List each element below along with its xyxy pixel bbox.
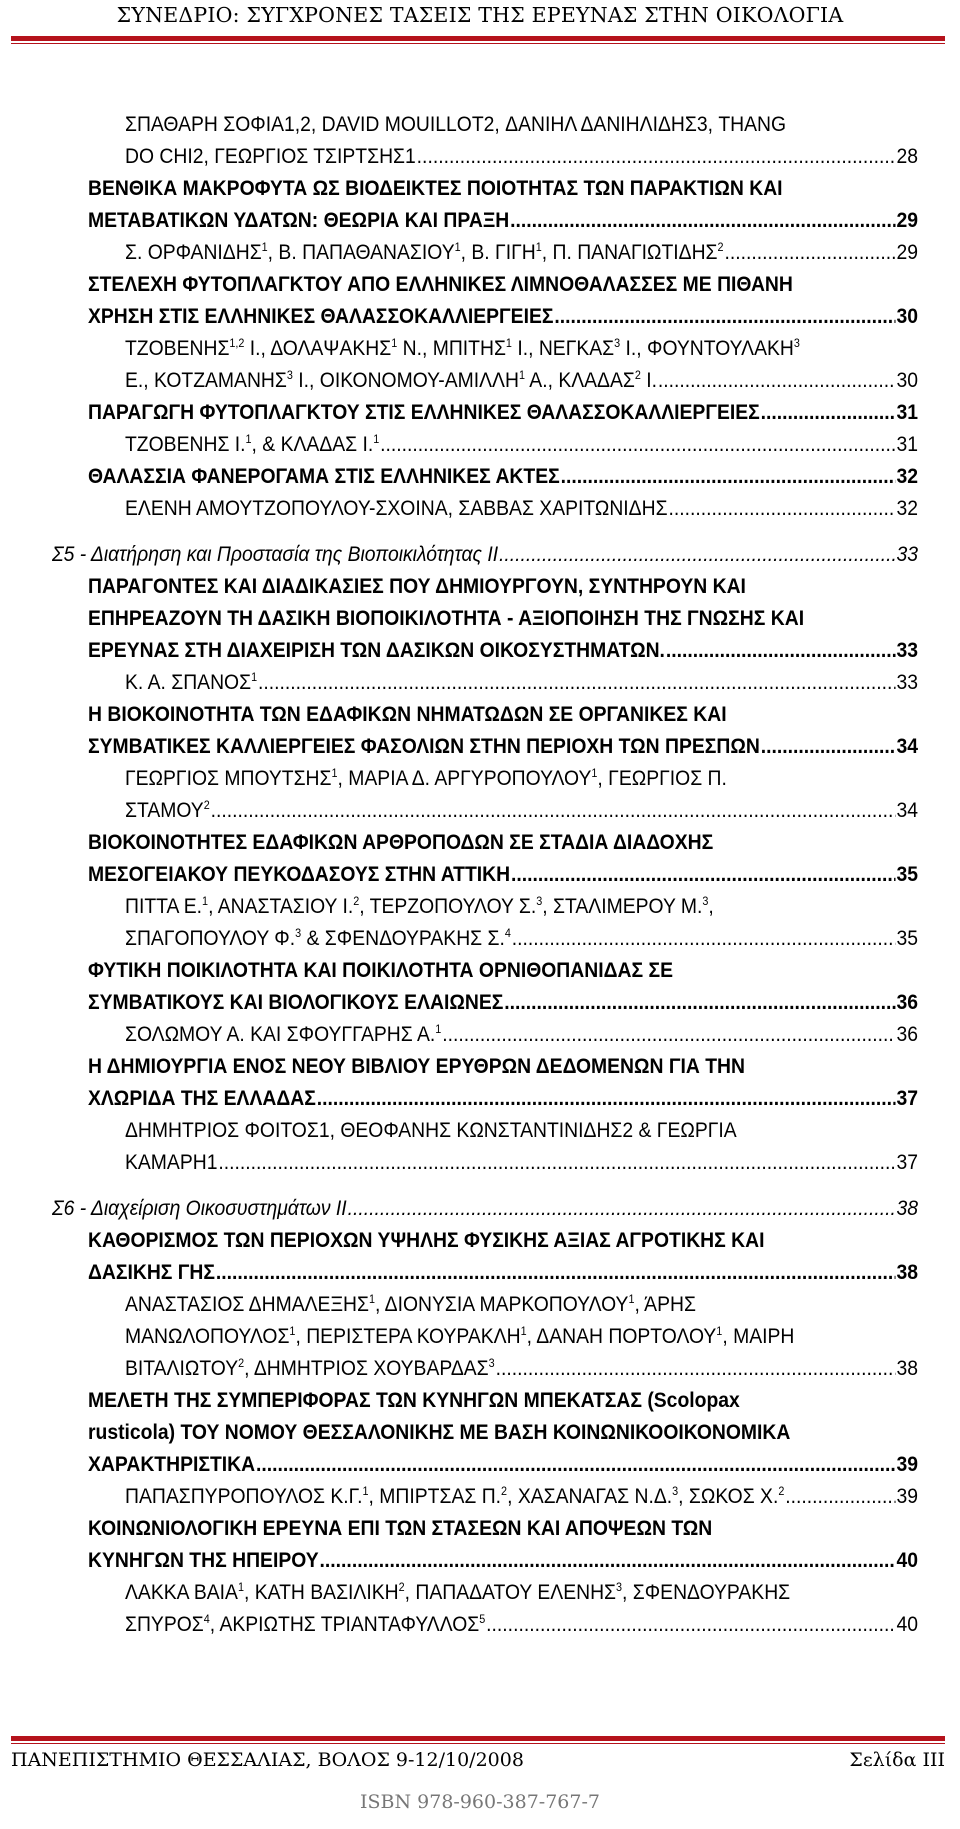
toc-page-number: 34 — [896, 734, 918, 758]
toc-page-number: 39 — [896, 1484, 918, 1508]
toc-page-number: 36 — [896, 990, 918, 1014]
toc-entry-text: ΜΑΝΩΛΟΠΟΥΛΟΣ$^1$, ΠΕΡΙΣΤΕΡΑ ΚΟΥΡΑΚΛΗ$^1$, ΔΑΝΑΗ ΠΟΡΤΟΛΟΥ$^1$, ΜΑΙΡΗ — [124, 1323, 795, 1348]
toc-entry-authors[interactable] — [125, 492, 918, 524]
dot-leader — [499, 538, 896, 570]
toc-page-number: 38 — [896, 1196, 918, 1220]
toc-entry-title[interactable] — [88, 268, 918, 332]
running-header: ΣΥΝΕΔΡΙΟ: ΣΥΓΧΡΟΝΕΣ ΤΑΣΕΙΣ ΤΗΣ ΕΡΕΥΝΑΣ ΣΤΗΝ ΟΙΚΟΛΟΓΙΑ — [116, 3, 844, 27]
toc-page-number: 36 — [896, 1022, 918, 1046]
toc-entry-text: ΜΕΣΟΓΕΙΑΚΟΥ ΠΕΥΚΟΔΑΣΟΥΣ ΣΤΗΝ ΑΤΤΙΚΗ — [87, 862, 511, 886]
toc-entry-text: ΒΙΤΑΛΙΩΤΟΥ$^2$, ΔΗΜΗΤΡΙΟΣ ΧΟΥΒΑΡΔΑΣ$^3$ — [124, 1355, 495, 1380]
toc-entry-text: ΚΑΜΑΡΗ1 — [124, 1150, 218, 1174]
toc-page-number: 35 — [896, 862, 918, 886]
toc-page-number: 30 — [896, 368, 918, 392]
toc-entry-text: ΣΥΜΒΑΤΙΚΟΥΣ ΚΑΙ ΒΙΟΛΟΓΙΚΟΥΣ ΕΛΑΙΩΝΕΣ — [87, 990, 504, 1014]
footer-rule-thick — [11, 1736, 945, 1741]
toc-entry-text: ΜΕΤΑΒΑΤΙΚΩΝ ΥΔΑΤΩΝ: ΘΕΩΡΙΑ ΚΑΙ ΠΡΑΞΗ — [87, 208, 510, 232]
toc-entry-text: ΣΟΛΩΜΟΥ Α. ΚΑΙ ΣΦΟΥΓΓΑΡΗΣ Α.$^1$ — [124, 1021, 442, 1046]
toc-entry-text: ΕΠΗΡΕΑΖΟΥΝ ΤΗ ΔΑΣΙΚΗ ΒΙΟΠΟΙΚΙΛΟΤΗΤΑ - ΑΞΙΟΠΟΙΗΣΗ ΤΗΣ ΓΝΩΣΗΣ ΚΑΙ — [87, 606, 805, 630]
toc-entry-text: ΠΑΡΑΓΟΝΤΕΣ ΚΑΙ ΔΙΑΔΙΚΑΣΙΕΣ ΠΟΥ ΔΗΜΙΟΥΡΓΟΥΝ, ΣΥΝΤΗΡΟΥΝ ΚΑΙ — [87, 574, 746, 598]
toc-entry-authors[interactable] — [125, 428, 918, 460]
toc-entry-text: ΠΑΠΑΣΠΥΡΟΠΟΥΛΟΣ Κ.Γ.$^1$, ΜΠΙΡΤΣΑΣ Π.$^2$, ΧΑΣΑΝΑΓΑΣ Ν.Δ.$^3$, ΣΩΚΟΣ Χ.$^2$ — [124, 1483, 785, 1508]
toc-page-number: 32 — [896, 464, 918, 488]
toc-page-number: 28 — [896, 144, 918, 168]
toc-entry-text: ΧΡΗΣΗ ΣΤΙΣ ΕΛΛΗΝΙΚΕΣ ΘΑΛΑΣΣΟΚΑΛΛΙΕΡΓΕΙΕΣ — [87, 304, 554, 328]
toc-entry-text: ΚΥΝΗΓΩΝ ΤΗΣ ΗΠΕΙΡΟΥ — [87, 1548, 319, 1572]
toc-entry-text: ΣΠΥΡΟΣ$^4$, ΑΚΡΙΩΤΗΣ ΤΡΙΑΝΤΑΦΥΛΛΟΣ$^5$ — [124, 1611, 486, 1636]
toc-entry-authors[interactable] — [125, 1480, 918, 1512]
toc-entry-title[interactable] — [88, 172, 918, 236]
toc-entry-text: ΠΑΡΑΓΩΓΗ ΦΥΤΟΠΛΑΓΚΤΟΥ ΣΤΙΣ ΕΛΛΗΝΙΚΕΣ ΘΑΛΑΣΣΟΚΑΛΛΙΕΡΓΕΙΕΣ — [87, 400, 760, 424]
toc-entry-text: ΕΛΕΝΗ ΑΜΟΥΤΖΟΠΟΥΛΟΥ-ΣΧΟΙΝΑ, ΣΑΒΒΑΣ ΧΑΡΙΤΩΝΙΔΗΣ — [124, 496, 668, 520]
toc-entry-title[interactable] — [88, 570, 918, 666]
toc-entry-text: ΤΖΟΒΕΝΗΣ$^{1,2}$ Ι., ΔΟΛΑΨΑΚΗΣ$^1$ Ν., ΜΠΙΤΗΣ$^1$ Ι., ΝΕΓΚΑΣ$^3$ Ι., ΦΟΥΝΤΟΥΛΑΚΗ$^3$ — [124, 335, 800, 360]
dot-leader — [511, 858, 896, 890]
dot-leader — [216, 1256, 896, 1288]
toc-entry-section[interactable] — [52, 538, 918, 570]
toc-entry-text: rusticola) ΤΟΥ ΝΟΜΟΥ ΘΕΣΣΑΛΟΝΙΚΗΣ ΜΕ ΒΑΣΗ ΚΟΙΝΩΝΙΚΟΟΙΚΟΝΟΜΙΚΑ — [87, 1420, 791, 1444]
dot-leader — [666, 634, 896, 666]
toc-entry-authors[interactable] — [125, 890, 918, 954]
dot-leader — [486, 1608, 895, 1640]
toc-page-number: 35 — [896, 926, 918, 950]
toc-entry-text: ΣΥΜΒΑΤΙΚΕΣ ΚΑΛΛΙΕΡΓΕΙΕΣ ΦΑΣΟΛΙΩΝ ΣΤΗΝ ΠΕΡΙΟΧΗ ΤΩΝ ΠΡΕΣΠΩΝ — [87, 734, 760, 758]
dot-leader — [561, 460, 896, 492]
toc-entry-title[interactable] — [88, 954, 918, 1018]
toc-page-number: 29 — [896, 240, 918, 264]
toc-entry-text: ΤΖΟΒΕΝΗΣ Ι.$^1$, & ΚΛΑΔΑΣ Ι.$^1$ — [124, 431, 380, 456]
dot-leader — [258, 666, 896, 698]
footer-page-number: Σελίδα III — [849, 1749, 945, 1771]
dot-leader — [512, 922, 896, 954]
toc-entry-authors[interactable] — [125, 1114, 918, 1178]
toc-entry-text: Η ΒΙΟΚΟΙΝΟΤΗΤΑ ΤΩΝ ΕΔΑΦΙΚΩΝ ΝΗΜΑΤΩΔΩΝ ΣΕ ΟΡΓΑΝΙΚΕΣ ΚΑΙ — [87, 702, 727, 726]
dot-leader — [668, 492, 895, 524]
toc-entry-text: ΛΑΚΚΑ ΒΑΙΑ$^1$, ΚΑΤΗ ΒΑΣΙΛΙΚΗ$^2$, ΠΑΠΑΔΑΤΟΥ ΕΛΕΝΗΣ$^3$, ΣΦΕΝΔΟΥΡΑΚΗΣ — [124, 1579, 791, 1604]
dot-leader — [761, 730, 896, 762]
toc-page-number: 37 — [896, 1150, 918, 1174]
toc-page-number: 33 — [896, 542, 918, 566]
dot-leader — [658, 364, 896, 396]
footer-isbn: ISBN 978-960-387-767-7 — [360, 1791, 600, 1813]
toc-entry-title[interactable] — [88, 1384, 918, 1480]
toc-entry-text: ΧΑΡΑΚΤΗΡΙΣΤΙΚΑ — [87, 1452, 256, 1476]
toc-entry-title[interactable] — [88, 1224, 918, 1288]
toc-entry-authors[interactable] — [125, 762, 918, 826]
toc-entry-text: ΧΛΩΡΙΔΑ ΤΗΣ ΕΛΛΑΔΑΣ — [87, 1086, 316, 1110]
toc-entry-title[interactable] — [88, 698, 918, 762]
toc-entry-text: ΜΕΛΕΤΗ ΤΗΣ ΣΥΜΠΕΡΙΦΟΡΑΣ ΤΩΝ ΚΥΝΗΓΩΝ ΜΠΕΚΑΤΣΑΣ (Scolopax — [87, 1388, 740, 1412]
toc-entry-text: ΣΤΑΜΟΥ$^2$ — [124, 797, 210, 822]
toc-entry-text: ΣΤΕΛΕΧΗ ΦΥΤΟΠΛΑΓΚΤΟΥ ΑΠΟ ΕΛΛΗΝΙΚΕΣ ΛΙΜΝΟΘΑΛΑΣΣΕΣ ΜΕ ΠΙΘΑΝΗ — [87, 272, 793, 296]
toc-entry-text: ΦΥΤΙΚΗ ΠΟΙΚΙΛΟΤΗΤΑ ΚΑΙ ΠΟΙΚΙΛΟΤΗΤΑ ΟΡΝΙΘΟΠΑΝΙΔΑΣ ΣΕ — [87, 958, 673, 982]
dot-leader — [554, 300, 895, 332]
toc-entry-authors[interactable] — [125, 1018, 918, 1050]
dot-leader — [761, 396, 896, 428]
dot-leader — [348, 1192, 896, 1224]
toc-entry-text: ΑΝΑΣΤΑΣΙΟΣ ΔΗΜΑΛΕΞΗΣ$^1$, ΔΙΟΝΥΣΙΑ ΜΑΡΚΟΠΟΥΛΟΥ$^1$, ΆΡΗΣ — [124, 1291, 696, 1316]
toc-entry-authors[interactable] — [125, 236, 918, 268]
toc-entry-text: ΘΑΛΑΣΣΙΑ ΦΑΝΕΡΟΓΑΜΑ ΣΤΙΣ ΕΛΛΗΝΙΚΕΣ ΑΚΤΕΣ — [87, 464, 560, 488]
toc-entry-authors[interactable] — [125, 108, 918, 172]
toc-page-number: 33 — [896, 670, 918, 694]
toc-entry-text: ΒΕΝΘΙΚΑ ΜΑΚΡΟΦΥΤΑ ΩΣ ΒΙΟΔΕΙΚΤΕΣ ΠΟΙΟΤΗΤΑΣ ΤΩΝ ΠΑΡΑΚΤΙΩΝ ΚΑΙ — [87, 176, 783, 200]
toc-entry-title[interactable] — [88, 1512, 918, 1576]
toc-entry-authors[interactable] — [125, 666, 918, 698]
toc-page-number: 31 — [896, 400, 918, 424]
toc-entry-title[interactable] — [88, 826, 918, 890]
dot-leader — [320, 1544, 896, 1576]
toc-page-number: 40 — [896, 1548, 918, 1572]
dot-leader — [785, 1480, 895, 1512]
toc-entry-text: ΕΡΕΥΝΑΣ ΣΤΗ ΔΙΑΧΕΙΡΙΣΗ ΤΩΝ ΔΑΣΙΚΩΝ ΟΙΚΟΣΥΣΤΗΜΑΤΩΝ. — [87, 638, 665, 662]
toc-entry-text: ΣΠΑΓΟΠΟΥΛΟΥ Φ.$^3$ & ΣΦΕΝΔΟΥΡΑΚΗΣ Σ.$^4$ — [124, 925, 511, 950]
toc-page-number: 38 — [896, 1260, 918, 1284]
toc-entry-section[interactable] — [52, 1192, 918, 1224]
dot-leader — [724, 236, 895, 268]
footer-venue: ΠΑΝΕΠΙΣΤΗΜΙΟ ΘΕΣΣΑΛΙΑΣ, ΒΟΛΟΣ 9-12/10/2008 — [11, 1749, 524, 1771]
dot-leader — [218, 1146, 895, 1178]
toc-entry-text: ΣΠΑΘΑΡΗ ΣΟΦΙΑ1,2, DAVID MOUILLOT2, ΔΑΝΙΗΛ ΔΑΝΙΗΛΙΔΗΣ3, THANG — [124, 112, 787, 136]
toc-entry-text: Ε., ΚΟΤΖΑΜΑΝΗΣ$^3$ Ι., ΟΙΚΟΝΟΜΟΥ-ΑΜΙΛΛΗ$^1$ Α., ΚΛΑΔΑΣ$^2$ Ι. — [124, 367, 658, 392]
toc-entry-text: ΔΗΜΗΤΡΙΟΣ ΦΟΙΤΟΣ1, ΘΕΟΦΑΝΗΣ ΚΩΝΣΤΑΝΤΙΝΙΔΗΣ2 & ΓΕΩΡΓΙΑ — [124, 1118, 737, 1142]
dot-leader — [211, 794, 896, 826]
toc-entry-title[interactable] — [88, 396, 918, 428]
toc-page-number: 37 — [896, 1086, 918, 1110]
dot-leader — [417, 140, 896, 172]
toc-page-number: 30 — [896, 304, 918, 328]
toc-entry-text: DO CHI2, ΓΕΩΡΓΙΟΣ ΤΣΙΡΤΣΗΣ1 — [124, 144, 416, 168]
toc-page-number: 39 — [896, 1452, 918, 1476]
dot-leader — [256, 1448, 896, 1480]
header-rule-thick — [11, 36, 945, 41]
toc-entry-text: Σ6 - Διαχείριση Οικοσυστημάτων ΙΙ — [51, 1196, 347, 1220]
toc-entry-text: ΚΑΘΟΡΙΣΜΟΣ ΤΩΝ ΠΕΡΙΟΧΩΝ ΥΨΗΛΗΣ ΦΥΣΙΚΗΣ ΑΞΙΑΣ ΑΓΡΟΤΙΚΗΣ ΚΑΙ — [87, 1228, 765, 1252]
toc-entry-title[interactable] — [88, 1050, 918, 1114]
toc-page-number: 38 — [896, 1356, 918, 1380]
toc-entry-text: Κ. Α. ΣΠΑΝΟΣ$^1$ — [124, 669, 258, 694]
dot-leader — [380, 428, 895, 460]
dot-leader — [504, 986, 895, 1018]
toc-entry-text: ΠΙΤΤΑ Ε.$^1$, ΑΝΑΣΤΑΣΙΟΥ Ι.$^2$, ΤΕΡΖΟΠΟΥΛΟΥ Σ.$^3$, ΣΤΑΛΙΜΕΡΟΥ Μ.$^3$, — [124, 893, 714, 918]
toc-page-number: 33 — [896, 638, 918, 662]
dot-leader — [496, 1352, 896, 1384]
toc-entry-authors[interactable] — [125, 1288, 918, 1384]
footer-rule-thin — [11, 1743, 945, 1744]
toc-entry-authors[interactable] — [125, 332, 918, 396]
toc-page-number: 34 — [896, 798, 918, 822]
toc-entry-text: Η ΔΗΜΙΟΥΡΓΙΑ ΕΝΟΣ ΝΕΟΥ ΒΙΒΛΙΟΥ ΕΡΥΘΡΩΝ ΔΕΔΟΜΕΝΩΝ ΓΙΑ ΤΗΝ — [87, 1054, 746, 1078]
toc-entry-title[interactable] — [88, 460, 918, 492]
toc-entry-authors[interactable] — [125, 1576, 918, 1640]
toc-entry-text: ΒΙΟΚΟΙΝΟΤΗΤΕΣ ΕΔΑΦΙΚΩΝ ΑΡΘΡΟΠΟΔΩΝ ΣΕ ΣΤΑΔΙΑ ΔΙΑΔΟΧΗΣ — [87, 830, 714, 854]
dot-leader — [442, 1018, 895, 1050]
toc-entry-text: ΓΕΩΡΓΙΟΣ ΜΠΟΥΤΣΗΣ$^1$, ΜΑΡΙΑ Δ. ΑΡΓΥΡΟΠΟΥΛΟΥ$^1$, ΓΕΩΡΓΙΟΣ Π. — [124, 765, 727, 790]
toc-entry-text: Σ. ΟΡΦΑΝΙΔΗΣ$^1$, Β. ΠΑΠΑΘΑΝΑΣΙΟΥ$^1$, Β. ΓΙΓΗ$^1$, Π. ΠΑΝΑΓΙΩΤΙΔΗΣ$^2$ — [124, 239, 724, 264]
dot-leader — [317, 1082, 896, 1114]
toc-page-number: 29 — [896, 208, 918, 232]
toc-entry-text: Σ5 - Διατήρηση και Προστασία της Βιοποικιλότητας ΙΙ — [51, 542, 499, 566]
toc-page-number: 40 — [896, 1612, 918, 1636]
toc-entry-text: ΚΟΙΝΩΝΙΟΛΟΓΙΚΗ ΕΡΕΥΝΑ ΕΠΙ ΤΩΝ ΣΤΑΣΕΩΝ ΚΑΙ ΑΠΟΨΕΩΝ ΤΩΝ — [87, 1516, 713, 1540]
header-rule-thin — [11, 43, 945, 44]
toc-page-number: 31 — [896, 432, 918, 456]
dot-leader — [510, 204, 895, 236]
toc-page-number: 32 — [896, 496, 918, 520]
toc-entry-text: ΔΑΣΙΚΗΣ ΓΗΣ — [87, 1260, 216, 1284]
